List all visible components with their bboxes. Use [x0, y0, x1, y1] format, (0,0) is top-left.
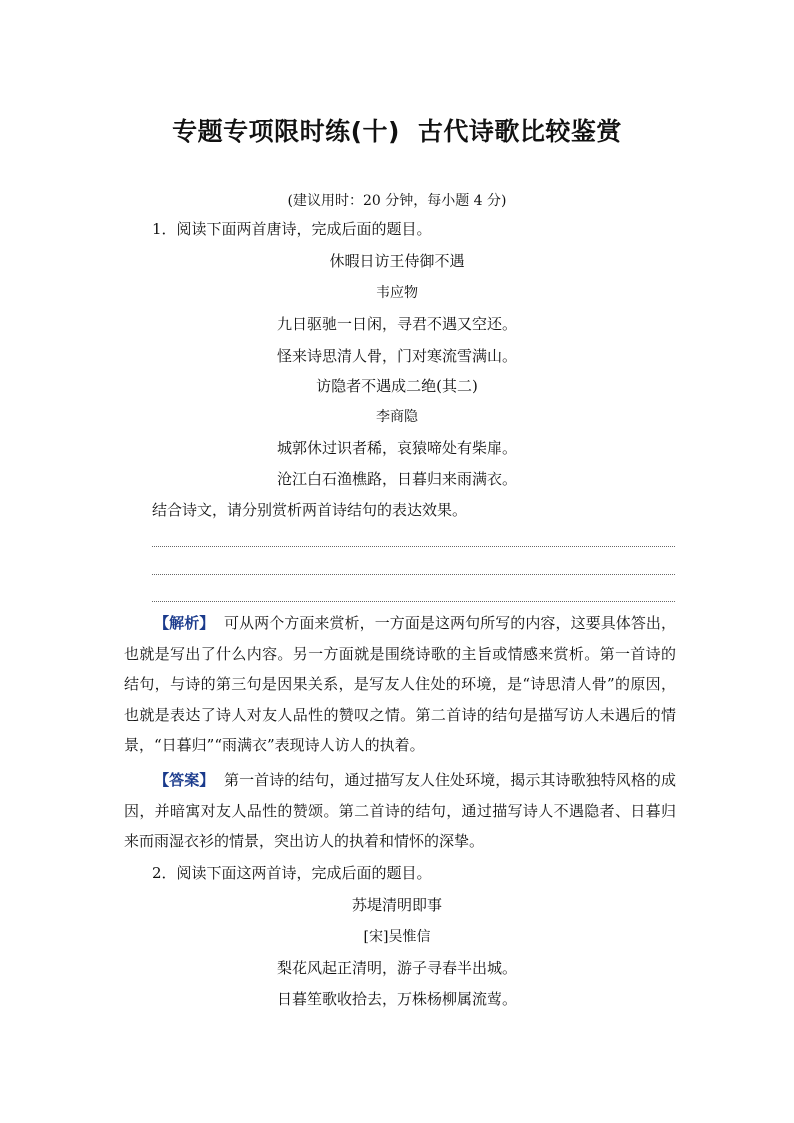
answer-line-3	[152, 601, 675, 602]
answer-text: 第一首诗的结句，通过描写友人住处环境，揭示其诗歌独特风格的成因，并暗寓对友人品性的赞颂。第二首诗的结句，通过描写诗人不遇隐者、日暮归来而雨湿衣衫的情景，突出访人的执着和情怀的深挚。	[124, 771, 676, 850]
q2-poem1-title: 苏堤清明即事	[351, 896, 442, 914]
q2-prompt: 2．阅读下面这两首诗，完成后面的题目。	[152, 864, 432, 882]
q1-answer	[124, 765, 676, 857]
title-part1: 专题专项限时练(十)	[172, 117, 400, 146]
analysis-text: 可从两个方面来赏析，一方面是这两句所写的内容，这要具体答出，也就是写出了什么内容。另一方面就是围绕诗歌的主旨或情感来赏析。第一首诗的结句，与诗的第三句是因果关系，是写友人住处的环境，是“诗思清人骨”的原因，也就是表达了诗人对友人品性的赞叹之情。第二首诗的结句是描写访人未遇后的情景，“日暮归”“雨满衣”表现诗人访人的执着。	[124, 614, 676, 754]
q1-analysis	[124, 608, 676, 761]
analysis-label: 【解析】	[154, 614, 215, 632]
answer-line-2	[152, 574, 675, 575]
q1-poem1-title: 休暇日访王侍御不遇	[329, 252, 465, 270]
title-part2: 古代诗歌比较鉴赏	[417, 117, 622, 146]
q1-poem1-author: 韦应物	[376, 285, 418, 301]
q2-poem1-author: [宋]吴惟信	[363, 929, 431, 945]
q1-question: 结合诗文，请分别赏析两首诗结句的表达效果。	[152, 501, 468, 519]
q1-poem2-line1: 城郭休过识者稀，哀猿啼处有柴扉。	[276, 439, 517, 457]
q1-poem2-author: 李商隐	[376, 409, 418, 425]
q2-poem1-line2: 日暮笙歌收拾去，万株杨柳属流莺。	[276, 990, 517, 1008]
q1-poem2-line2: 沧江白石渔樵路，日暮归来雨满衣。	[276, 470, 517, 488]
q1-poem1-line1: 九日驱驰一日闲，寻君不遇又空还。	[276, 315, 517, 333]
q1-poem1-line2: 怪来诗思清人骨，门对寒流雪满山。	[276, 347, 517, 365]
q1-poem2-title: 访隐者不遇成二绝(其二)	[316, 377, 478, 395]
page-title	[0, 112, 794, 148]
q2-poem1-line1: 梨花风起正清明，游子寻春半出城。	[276, 959, 517, 977]
q1-prompt: 1．阅读下面两首唐诗，完成后面的题目。	[152, 220, 432, 238]
answer-line-1	[152, 546, 675, 547]
answer-label: 【答案】	[154, 771, 215, 789]
time-note: (建议用时：20 分钟，每小题 4 分)	[287, 193, 507, 209]
